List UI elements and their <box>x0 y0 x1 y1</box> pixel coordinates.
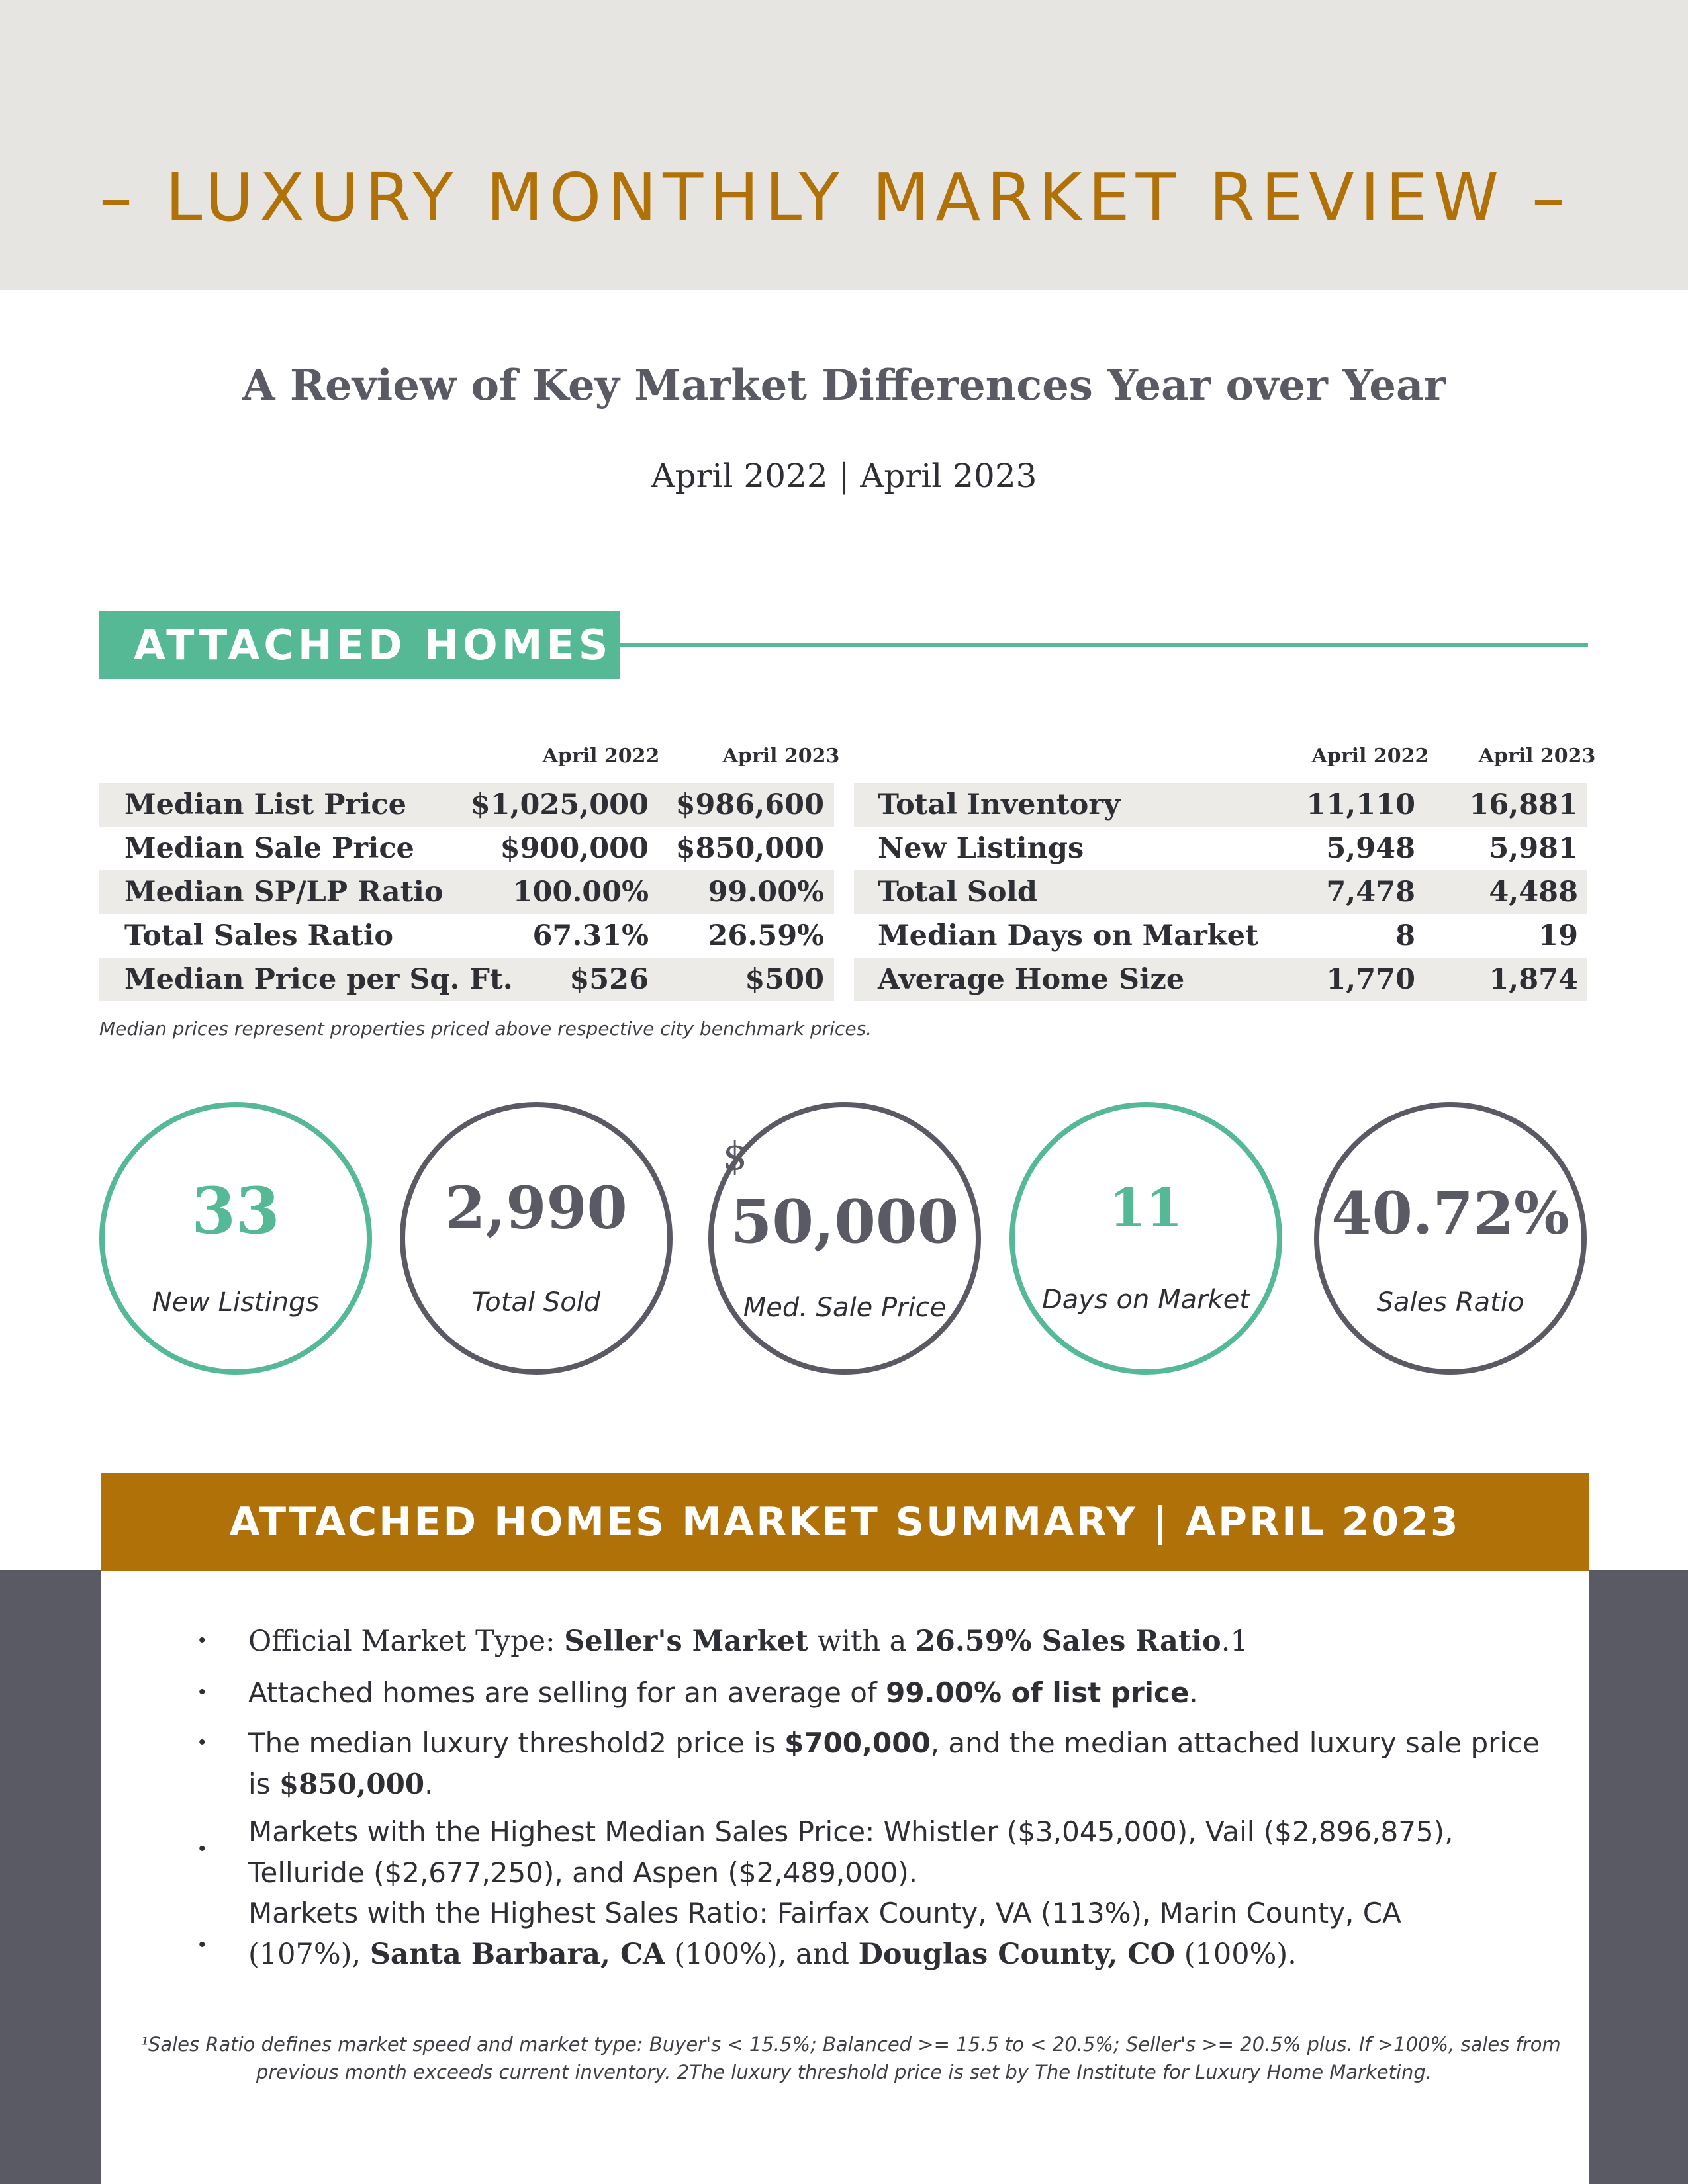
value-2023: 99.00% <box>708 876 824 909</box>
row-label: Total Sales Ratio <box>124 919 394 952</box>
bullet-list-price: Attached homes are selling for an average of 99.00% of list price. <box>248 1676 1198 1709</box>
bullet-market-type: Official Market Type: Seller's Market with a 26.59% Sales Ratio.1 <box>248 1625 1248 1658</box>
summary-footnote-line1: ¹Sales Ratio defines market speed and market type: Buyer's < 15.5%; Balanced >= 15.5 to < 20.5%; Seller's >= 20.5% plus. If >100%, sales from <box>140 2033 1561 2056</box>
bullet-highest-price: Markets with the Highest Median Sales Price: Whistler ($3,045,000), Vail ($2,896,875), <box>248 1815 1454 1848</box>
bullet-dot: • <box>199 1681 206 1703</box>
summary-footnote-line2: previous month exceeds current inventory. 2The luxury threshold price is set by The Institute for Luxury Home Marketing. <box>256 2061 1432 2083</box>
table-row <box>99 870 834 914</box>
table-row <box>99 783 834 827</box>
currency-prefix: $ <box>723 1134 747 1179</box>
summary-title: ATTACHED HOMES MARKET SUMMARY | APRIL 2023 <box>101 1473 1589 1571</box>
table-row <box>99 958 834 1001</box>
bullet-luxury-threshold-cont: is $850,000. <box>248 1768 434 1800</box>
row-label: Median Sale Price <box>124 832 414 865</box>
stat-value: 40.72% <box>1331 1179 1570 1248</box>
right-col-2022-header: April 2022 <box>1311 745 1429 768</box>
section-divider <box>620 643 1588 647</box>
value-2022: $900,000 <box>500 832 649 865</box>
row-label: Median Price per Sq. Ft. <box>124 963 513 996</box>
bullet-dot: • <box>199 1629 206 1651</box>
value-2022: 67.31% <box>532 919 649 952</box>
value-2023: 5,981 <box>1489 832 1578 865</box>
comparison-dates: April 2022 | April 2023 <box>651 457 1037 495</box>
value-2022: 7,478 <box>1326 876 1415 909</box>
stat-label: Sales Ratio <box>1376 1287 1524 1318</box>
bullet-dot: • <box>199 1731 206 1753</box>
stat-label: Days on Market <box>1041 1285 1250 1315</box>
report-subtitle: A Review of Key Market Differences Year over Year <box>242 361 1446 410</box>
stat-label: Total Sold <box>471 1287 601 1318</box>
stat-circle-median-sale-price <box>708 1102 981 1375</box>
table-row <box>854 914 1587 958</box>
value-2022: 5,948 <box>1326 832 1415 865</box>
report-title: – LUXURY MONTHLY MARKET REVIEW – <box>99 159 1571 236</box>
value-2022: 8 <box>1395 919 1415 952</box>
table-row <box>854 827 1587 870</box>
stat-circle-days-on-market <box>1009 1102 1282 1375</box>
bullet-highest-price-cont: Telluride ($2,677,250), and Aspen ($2,489,000). <box>248 1856 918 1889</box>
left-col-2022-header: April 2022 <box>542 745 660 768</box>
left-col-2023-header: April 2023 <box>722 745 840 768</box>
stat-circle-total-sold <box>400 1102 673 1375</box>
stat-value: 50,000 <box>730 1187 959 1257</box>
table-row <box>99 914 834 958</box>
value-2023: 4,488 <box>1489 876 1578 909</box>
table-footnote: Median prices represent properties priced above respective city benchmark prices. <box>99 1018 872 1040</box>
value-2023: 16,881 <box>1469 788 1578 821</box>
table-row <box>854 870 1587 914</box>
row-label: New Listings <box>878 832 1084 865</box>
header-band <box>0 0 1688 290</box>
value-2022: 1,770 <box>1326 963 1415 996</box>
stat-label: New Listings <box>152 1287 320 1318</box>
value-2023: $850,000 <box>675 832 824 865</box>
right-stats-table <box>854 783 1587 1001</box>
bullet-highest-ratio: Markets with the Highest Sales Ratio: Fairfax County, VA (113%), Marin County, CA <box>248 1897 1401 1929</box>
value-2022: $526 <box>569 963 649 996</box>
table-row <box>854 783 1587 827</box>
row-label: Total Sold <box>878 876 1037 909</box>
value-2022: 11,110 <box>1306 788 1415 821</box>
left-stats-table <box>99 783 834 1001</box>
value-2023: $500 <box>745 963 824 996</box>
row-label: Median List Price <box>124 788 406 821</box>
row-label: Median Days on Market <box>878 919 1258 952</box>
right-col-2023-header: April 2023 <box>1478 745 1596 768</box>
stat-circle-new-listings <box>99 1102 372 1375</box>
section-title: ATTACHED HOMES <box>99 611 620 679</box>
bullet-dot: • <box>199 1838 206 1860</box>
value-2022: 100.00% <box>512 876 649 909</box>
stat-value: 11 <box>1109 1177 1183 1239</box>
value-2022: $1,025,000 <box>470 788 649 821</box>
row-label: Total Inventory <box>878 788 1120 821</box>
stat-label: Med. Sale Price <box>743 1293 947 1323</box>
bullet-dot: • <box>199 1934 206 1956</box>
value-2023: 1,874 <box>1489 963 1578 996</box>
bullet-luxury-threshold: The median luxury threshold2 price is $700,000, and the median attached luxury sale price <box>248 1727 1540 1759</box>
value-2023: 26.59% <box>708 919 824 952</box>
table-row <box>99 827 834 870</box>
value-2023: $986,600 <box>675 788 824 821</box>
stat-value: 33 <box>191 1173 280 1248</box>
value-2023: 19 <box>1538 919 1578 952</box>
row-label: Median SP/LP Ratio <box>124 876 444 909</box>
stat-circle-sales-ratio <box>1314 1102 1587 1375</box>
table-row <box>854 958 1587 1001</box>
bullet-highest-ratio-cont: (107%), Santa Barbara, CA (100%), and Douglas County, CO (100%). <box>248 1938 1297 1971</box>
stat-value: 2,990 <box>445 1173 628 1242</box>
row-label: Average Home Size <box>878 963 1185 996</box>
